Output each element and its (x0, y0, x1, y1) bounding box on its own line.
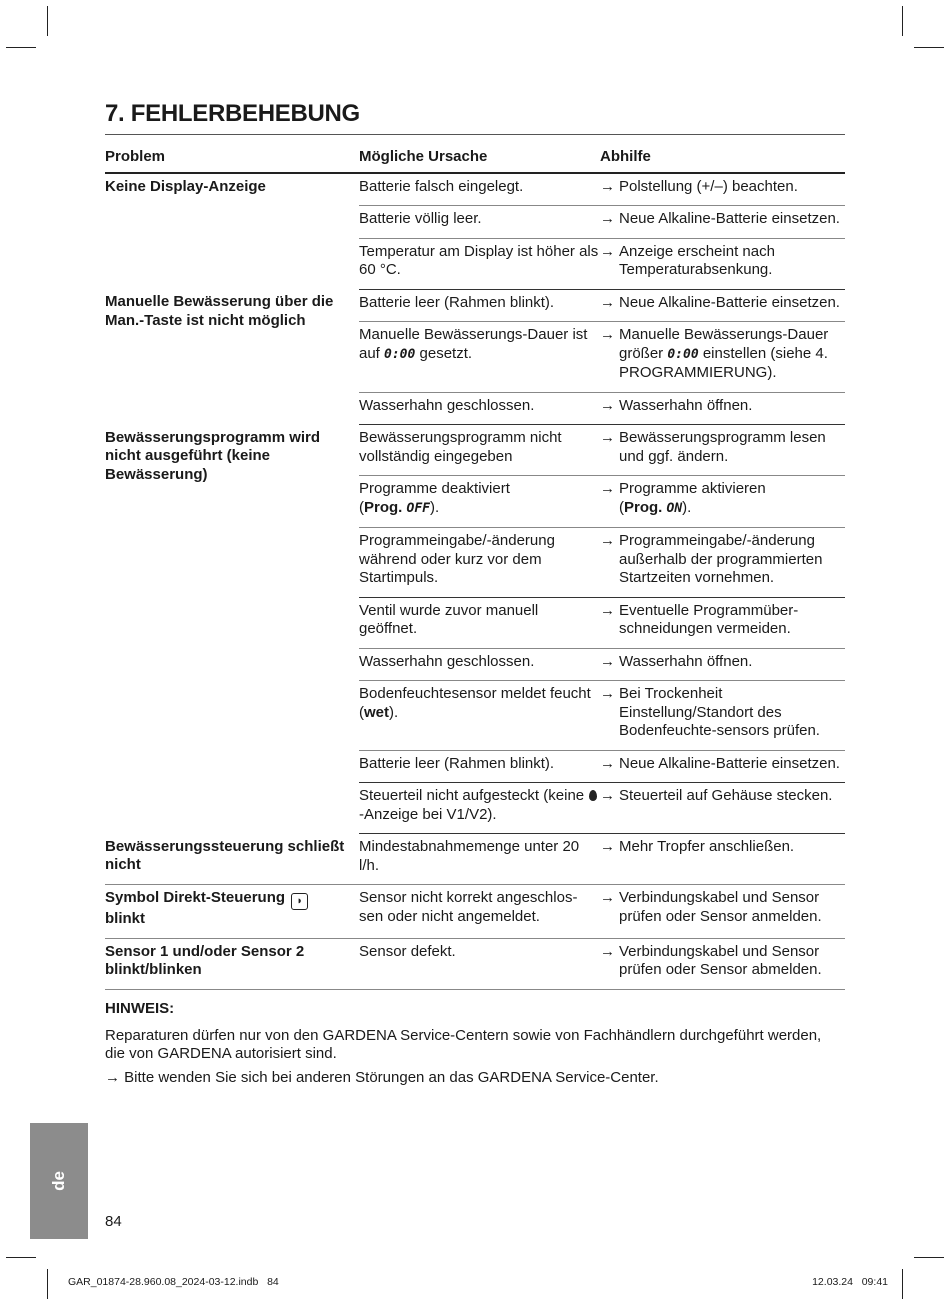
fix-text: Neue Alkaline-Batterie einsetzen. (619, 293, 840, 311)
table-header-row (105, 144, 845, 173)
segment-display-value: ON (666, 500, 683, 516)
fix-text: Eventuelle Programmüber-schneidungen vermeiden. (619, 601, 799, 637)
fix-text: Steuerteil auf Gehäuse stecken. (619, 787, 833, 804)
arrow-right-icon: → (600, 838, 615, 855)
arrow-right-icon: → (600, 685, 615, 702)
cause-cell: Temperatur am Display ist höher als 60 °C. (359, 238, 600, 289)
fix-cell (600, 322, 845, 393)
cause-text: ). (389, 703, 399, 721)
footer-timestamp: 12.03.24 09:41 (812, 1276, 888, 1288)
troubleshooting-table (105, 144, 845, 990)
arrow-right-icon: → (600, 652, 615, 670)
cause-cell (359, 681, 600, 751)
note-arrow-item (105, 1069, 845, 1088)
segment-display-value: 0:00 (384, 346, 416, 362)
table-row (105, 425, 845, 476)
cause-cell: Wasserhahn geschlossen. (359, 392, 600, 425)
fix-text-part: Manuelle Bewässerungs-Dauer größer (619, 326, 829, 362)
crop-mark (902, 1269, 903, 1299)
arrow-right-icon: → (600, 242, 615, 260)
segment-display-value: OFF (406, 500, 430, 516)
fix-text: Wasserhahn öffnen. (619, 652, 753, 670)
arrow-right-icon: → (600, 532, 615, 549)
fix-text-part: ). (682, 498, 692, 516)
header-fix: Abhilfe (600, 144, 845, 173)
crop-mark (6, 47, 36, 48)
fix-text (619, 326, 845, 383)
cause-cell: Programmeingabe/-änderung während oder kurz vor dem Startimpuls. (359, 528, 600, 598)
crop-mark (914, 47, 944, 48)
crop-mark (47, 6, 48, 36)
fix-text: Anzeige erscheint nach Temperaturabsenkung. (619, 242, 775, 278)
note-heading: HINWEIS: (105, 1000, 175, 1017)
cause-cell (359, 322, 600, 393)
fix-cell (600, 885, 845, 939)
fix-text: Mehr Tropfer anschließen. (619, 838, 795, 855)
fix-cell (600, 206, 845, 239)
fix-cell (600, 597, 845, 648)
problem-cell: Manuelle Bewässerung über die Man.-Taste ist nicht möglich (105, 293, 334, 329)
crop-mark (47, 1269, 48, 1299)
language-tab (30, 1123, 88, 1239)
cause-cell (359, 783, 600, 834)
problem-cell: Bewässerungssteuerung schließt nicht (105, 834, 359, 885)
problem-text: Symbol Direkt-Steuerung (105, 889, 286, 906)
segment-display-value: 0:00 (667, 346, 699, 362)
fix-text: Polstellung (+/–) beachten. (619, 177, 798, 195)
fix-cell (600, 425, 845, 476)
fix-cell (600, 834, 845, 885)
page-title: 7. FEHLERBEHEBUNG (105, 100, 360, 127)
page-number: 84 (105, 1213, 122, 1230)
arrow-right-icon: → (600, 787, 615, 804)
arrow-right-icon: → (600, 754, 615, 772)
fix-text-part: Programme aktivieren (619, 480, 766, 497)
cause-text: Manuelle Bewässerungs-Dauer ist auf (359, 326, 588, 362)
fix-text-part: einstellen (siehe 4. PROGRAMMIERUNG). (619, 344, 828, 381)
arrow-right-icon: → (600, 429, 615, 446)
fix-text: Neue Alkaline-Batterie einsetzen. (619, 210, 840, 227)
fix-cell (600, 648, 845, 681)
water-drop-icon (589, 790, 597, 801)
fix-text: Verbindungskabel und Sensor prüfen oder Sensor abmelden. (619, 942, 822, 978)
footer-file: GAR_01874-28.960.08_2024-03-12.indb 84 (68, 1276, 279, 1288)
direct-control-icon: ◗ (291, 893, 308, 910)
fix-cell (600, 476, 845, 528)
fix-text: Neue Alkaline-Batterie einsetzen. (619, 754, 840, 772)
cause-cell: Batterie falsch eingelegt. (359, 173, 600, 206)
fix-cell (600, 938, 845, 989)
fix-text: Verbindungskabel und Sensor prüfen oder Sensor anmelden. (619, 889, 822, 925)
arrow-right-icon: → (600, 889, 615, 906)
cause-cell: Batterie leer (Rahmen blinkt). (359, 289, 600, 322)
table-row (105, 885, 845, 939)
title-divider (105, 134, 845, 135)
problem-cell (105, 885, 359, 939)
cause-text: Programme deaktiviert (359, 480, 510, 497)
arrow-right-icon: → (600, 177, 615, 195)
fix-text: Wasserhahn öffnen. (619, 396, 753, 414)
note-section (105, 1000, 845, 1092)
cause-cell: Sensor defekt. (359, 938, 600, 989)
fix-text: Programmeingabe/-änderung außerhalb der programmierten Startzeiten vornehmen. (619, 532, 823, 586)
problem-text: blinkt (105, 910, 145, 927)
fix-text (619, 480, 766, 518)
cause-bold-text: Prog. (364, 498, 403, 516)
fix-cell (600, 750, 845, 783)
header-problem: Problem (105, 144, 359, 173)
arrow-right-icon: → (600, 293, 615, 311)
cause-cell: Batterie völlig leer. (359, 206, 600, 239)
language-tab-label: de (49, 1171, 68, 1191)
cause-text: Steuerteil nicht aufgesteckt (keine (359, 787, 589, 804)
table-row (105, 834, 845, 885)
arrow-right-icon: → (105, 1068, 120, 1086)
cause-cell: Sensor nicht korrekt angeschlos-sen oder nicht angemeldet. (359, 885, 600, 939)
cause-text: -Anzeige bei V1/V2). (359, 805, 497, 823)
problem-cell: Bewässerungsprogramm wird nicht ausgeführt (keine Bewässerung) (105, 428, 321, 483)
arrow-right-icon: → (600, 396, 615, 414)
cause-text: gesetzt. (415, 344, 473, 362)
cause-cell: Mindestabnahmemenge unter 20 l/h. (359, 834, 600, 885)
problem-cell: Keine Display-Anzeige (105, 177, 266, 195)
cause-text: Bodenfeuchtesensor meldet feucht ( (359, 685, 591, 721)
fix-cell (600, 681, 845, 751)
table-row (105, 289, 845, 322)
cause-text: ). (430, 498, 440, 516)
arrow-right-icon: → (600, 480, 615, 497)
cause-bold-text: wet (364, 703, 390, 721)
fix-cell (600, 173, 845, 206)
crop-mark (6, 1257, 36, 1258)
fix-cell (600, 528, 845, 598)
crop-mark (902, 6, 903, 36)
arrow-right-icon: → (600, 601, 615, 619)
arrow-right-icon: → (600, 210, 615, 227)
problem-cell: Sensor 1 und/oder Sensor 2 blinkt/blinken (105, 938, 359, 989)
cause-cell: Ventil wurde zuvor manuell geöffnet. (359, 597, 600, 648)
note-arrow-text: Bitte wenden Sie sich bei anderen Störungen an das GARDENA Service-Center. (124, 1068, 659, 1086)
cause-text: ( (359, 498, 364, 516)
fix-cell (600, 392, 845, 425)
header-cause: Mögliche Ursache (359, 144, 600, 173)
fix-text-part: ( (619, 498, 624, 516)
table-row (105, 173, 845, 206)
fix-text: Bewässerungsprogramm lesen und ggf. ändern. (619, 429, 826, 465)
fix-text: Bei Trockenheit Einstellung/Standort des Bodenfeuchte-sensors prüfen. (619, 685, 820, 739)
cause-cell: Bewässerungsprogramm nicht vollständig eingegeben (359, 425, 600, 476)
cause-cell (359, 476, 600, 528)
crop-mark (914, 1257, 944, 1258)
note-text: Reparaturen dürfen nur von den GARDENA Service-Centern sowie von Fachhändlern durchgeführt werden, die von GARDENA autorisiert sind. (105, 1026, 822, 1062)
fix-cell (600, 238, 845, 289)
fix-bold-text: Prog. (624, 498, 663, 516)
fix-cell (600, 783, 845, 834)
table-row (105, 938, 845, 989)
arrow-right-icon: → (600, 326, 615, 343)
arrow-right-icon: → (600, 942, 615, 960)
fix-cell (600, 289, 845, 322)
cause-cell: Wasserhahn geschlossen. (359, 648, 600, 681)
cause-cell: Batterie leer (Rahmen blinkt). (359, 750, 600, 783)
